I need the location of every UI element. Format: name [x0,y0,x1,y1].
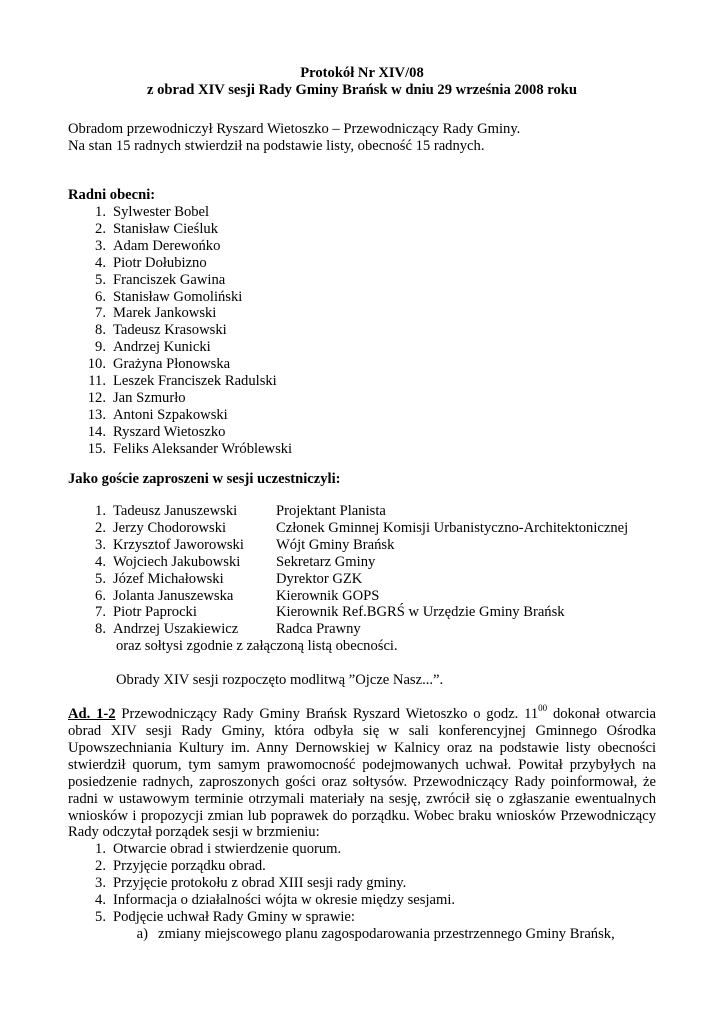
councillor-name: Antoni Szpakowski [113,406,228,423]
councillor-name: Jan Szmurło [113,389,186,406]
ad12-line: Upowszechniania Kultury im. Anny Dernowskiej w Kalnicy oraz na podstawie listy obecności [68,739,656,756]
guest-name: Jolanta Januszewska [113,587,234,604]
list-number: 1. [95,204,106,220]
agenda-number: 3. [95,874,106,891]
councillor-name: Tadeusz Krasowski [113,322,227,339]
list-number: 7. [95,305,106,322]
list-number: 7. [95,604,106,621]
list-number: 6. [95,587,106,604]
guest-role: Sekretarz Gminy [276,553,376,570]
ad12-line: posiedzenie radnych, zaproszonych gości oraz sołtysów. Przewodniczący Rady poinformował, że [68,773,656,790]
guest-role: Kierownik GOPS [276,587,380,604]
guest-role: Projektant Planista [276,503,386,519]
agenda-subletter: a) [136,925,148,942]
list-number: 3. [95,536,106,553]
list-number: 8. [95,322,106,339]
guest-role: Dyrektor GZK [276,570,363,587]
ad12-first-line [68,703,657,723]
agenda-number: 5. [95,908,106,925]
councillor-name: Franciszek Gawina [113,271,226,288]
agenda-item: Przyjęcie protokołu z obrad XIII sesji rady gminy. [113,874,407,891]
list-number: 15. [87,440,106,457]
guest-name: Jerzy Chodorowski [113,519,227,536]
list-number: 1. [95,503,106,519]
list-number: 3. [95,237,106,254]
list-number: 12. [87,389,106,406]
guest-role: Radca Prawny [276,621,361,638]
councillor-name: Grażyna Płonowska [113,356,231,373]
list-number: 5. [95,570,106,587]
councillor-name: Piotr Dołubizno [113,254,207,271]
list-number: 10. [87,356,106,373]
list-number: 13. [87,406,106,423]
intro-line: Obradom przewodniczył Ryszard Wietoszko – Przewodniczący Rady Gminy. [68,121,521,137]
present-heading: Radni obecni: [68,187,156,203]
guest-name: Piotr Paprocki [113,604,197,621]
ad12-line: radni w ustawowym terminie otrzymali materiały na sesję, zwrócił się o zgłaszanie ewentualnych [68,790,656,807]
document-subtitle: z obrad XIV sesji Rady Gminy Brańsk w dniu 29 września 2008 roku [146,82,578,98]
opening-prayer: Obrady XIV sesji rozpoczęto modlitwą ”Ojcze Nasz...”. [116,672,444,688]
councillor-name: Andrzej Kunicki [113,339,211,356]
list-number: 11. [88,373,106,389]
document-title: Protokół Nr XIV/08 [300,65,424,81]
time-superscript: 00 [538,703,548,714]
list-number: 14. [87,423,106,440]
list-number: 4. [95,553,106,570]
guests-heading: Jako goście zaproszeni w sesji uczestniczyli: [68,471,341,487]
ad12-text: Przewodniczący Rady Gminy Brańsk Ryszard Wietoszko o godz. 11 [115,706,539,722]
agenda-item: Informacja o działalności wójta w okresie między sesjami. [113,891,456,908]
list-number: 8. [95,621,106,638]
councillor-name: Ryszard Wietoszko [113,423,226,440]
guest-name: Tadeusz Januszewski [113,503,238,519]
agenda-item: Przyjęcie porządku obrad. [113,857,266,874]
ad12-line: Rady odczytał porządek sesji w brzmieniu: [68,824,320,841]
councillor-name: Adam Derewońko [113,237,221,254]
list-number: 6. [95,288,106,305]
guest-role: Członek Gminnej Komisji Urbanistyczno-Architektonicznej [276,519,629,536]
guest-role: Kierownik Ref.BGRŚ w Urzędzie Gminy Brańsk [276,604,565,621]
councillor-name: Sylwester Bobel [113,204,210,220]
list-number: 2. [95,519,106,536]
list-number: 5. [95,271,106,288]
list-number: 2. [95,220,106,237]
guest-role: Wójt Gminy Brańsk [276,536,395,553]
guest-name: Krzysztof Jaworowski [113,536,244,553]
guest-name: Andrzej Uszakiewicz [113,621,239,638]
councillor-name: Marek Jankowski [113,305,217,322]
guest-name: Józef Michałowski [113,570,224,587]
ad12-text: dokonał otwarcia [547,706,657,722]
agenda-number: 4. [95,891,106,908]
list-number: 4. [95,254,106,271]
councillor-name: Stanisław Cieśluk [113,220,218,237]
agenda-number: 1. [95,841,106,857]
agenda-item: Otwarcie obrad i stwierdzenie quorum. [113,841,342,857]
ad12-line: obrad XIV sesji Rady Gminy, która odbyła się w sali konferencyjnej Gminnego Ośrodka [68,723,656,739]
guest-name: Wojciech Jakubowski [113,553,241,570]
councillor-name: Leszek Franciszek Radulski [113,373,277,389]
intro-line: Na stan 15 radnych stwierdził na podstawie listy, obecność 15 radnych. [68,138,485,154]
list-number: 9. [95,339,106,356]
guests-note: oraz sołtysi zgodnie z załączoną listą obecności. [116,638,398,654]
ad12-line: stwierdził quorum, tym samym prawomocność podejmowanych uchwał. Powitał przybyłych na [68,756,656,773]
councillor-name: Feliks Aleksander Wróblewski [113,440,293,457]
councillor-name: Stanisław Gomoliński [113,288,243,305]
ad12-line: wniosków i propozycji zmian lub poprawek do porządku. Wobec braku wniosków Przewodniczący [68,807,656,824]
agenda-number: 2. [95,857,106,874]
agenda-subitem: zmiany miejscowego planu zagospodarowania przestrzennego Gminy Brańsk, [158,925,615,942]
ad12-label: Ad. 1-2 [68,706,116,722]
agenda-item: Podjęcie uchwał Rady Gminy w sprawie: [113,908,355,925]
